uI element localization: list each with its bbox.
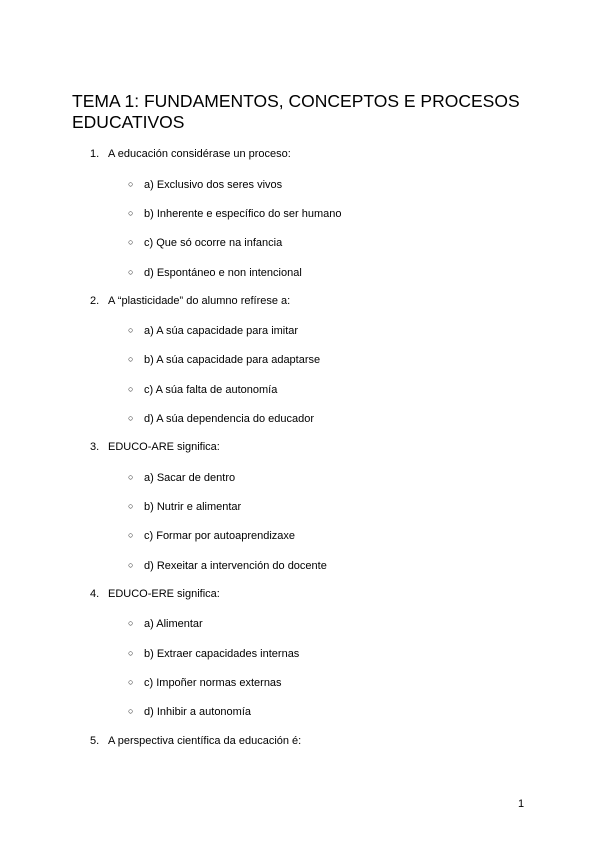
option-4a bbox=[128, 616, 203, 631]
option-3b bbox=[128, 499, 241, 514]
bullet-icon: ○ bbox=[128, 560, 134, 570]
question-text: EDUCO-ERE significa: bbox=[108, 588, 220, 600]
option-2d bbox=[128, 411, 314, 426]
bullet-icon: ○ bbox=[128, 706, 134, 716]
bullet-icon: ○ bbox=[128, 413, 134, 423]
question-number: 5. bbox=[90, 735, 100, 747]
option-text: a) A súa capacidade para imitar bbox=[144, 325, 299, 337]
bullet-icon: ○ bbox=[128, 677, 134, 687]
option-4b bbox=[128, 646, 299, 661]
option-2c bbox=[128, 382, 277, 397]
bullet-icon: ○ bbox=[128, 501, 134, 511]
option-1a bbox=[128, 177, 282, 192]
question-4 bbox=[90, 587, 220, 601]
bullet-icon: ○ bbox=[128, 530, 134, 540]
option-text: b) Nutrir e alimentar bbox=[144, 501, 242, 513]
question-text: A educación considérase un proceso: bbox=[108, 148, 291, 160]
option-3a bbox=[128, 470, 235, 485]
option-1c bbox=[128, 235, 282, 250]
question-2 bbox=[90, 294, 290, 308]
bullet-icon: ○ bbox=[128, 267, 134, 277]
bullet-icon: ○ bbox=[128, 179, 134, 189]
option-2b bbox=[128, 352, 320, 367]
option-text: d) Rexeitar a intervención do docente bbox=[144, 560, 327, 572]
question-text: A “plasticidade” do alumno refírese a: bbox=[108, 295, 291, 307]
option-4c bbox=[128, 675, 282, 690]
question-text: EDUCO-ARE significa: bbox=[108, 441, 220, 453]
page-title: TEMA 1: FUNDAMENTOS, CONCEPTOS E PROCESOS EDUCATIVOS bbox=[72, 91, 520, 132]
option-text: a) Exclusivo dos seres vivos bbox=[144, 179, 283, 191]
question-text: A perspectiva científica da educación é: bbox=[108, 735, 302, 747]
option-3d bbox=[128, 558, 327, 573]
option-text: c) Que só ocorre na infancia bbox=[144, 237, 283, 249]
bullet-icon: ○ bbox=[128, 325, 134, 335]
bullet-icon: ○ bbox=[128, 354, 134, 364]
question-number: 1. bbox=[90, 148, 100, 160]
bullet-icon: ○ bbox=[128, 208, 134, 218]
option-text: a) Alimentar bbox=[144, 618, 203, 630]
question-number: 3. bbox=[90, 441, 100, 453]
page-number: 1 bbox=[518, 798, 525, 810]
question-5 bbox=[90, 734, 301, 748]
bullet-icon: ○ bbox=[128, 648, 134, 658]
question-number: 2. bbox=[90, 295, 100, 307]
option-text: d) A súa dependencia do educador bbox=[144, 413, 315, 425]
option-text: b) Inherente e específico do ser humano bbox=[144, 208, 342, 220]
option-4d bbox=[128, 704, 251, 719]
option-1d bbox=[128, 265, 302, 280]
bullet-icon: ○ bbox=[128, 384, 134, 394]
option-text: c) A súa falta de autonomía bbox=[144, 384, 278, 396]
question-number: 4. bbox=[90, 588, 100, 600]
option-text: c) Impoñer normas externas bbox=[144, 677, 282, 689]
option-1b bbox=[128, 206, 342, 221]
option-text: d) Espontáneo e non intencional bbox=[144, 267, 302, 279]
question-3 bbox=[90, 440, 220, 454]
option-text: b) Extraer capacidades internas bbox=[144, 648, 300, 660]
option-text: c) Formar por autoaprendizaxe bbox=[144, 530, 296, 542]
option-text: d) Inhibir a autonomía bbox=[144, 706, 252, 718]
bullet-icon: ○ bbox=[128, 618, 134, 628]
option-text: a) Sacar de dentro bbox=[144, 472, 236, 484]
option-text: b) A súa capacidade para adaptarse bbox=[144, 354, 321, 366]
option-2a bbox=[128, 323, 298, 338]
option-3c bbox=[128, 528, 295, 543]
bullet-icon: ○ bbox=[128, 237, 134, 247]
bullet-icon: ○ bbox=[128, 472, 134, 482]
question-1 bbox=[90, 147, 291, 161]
